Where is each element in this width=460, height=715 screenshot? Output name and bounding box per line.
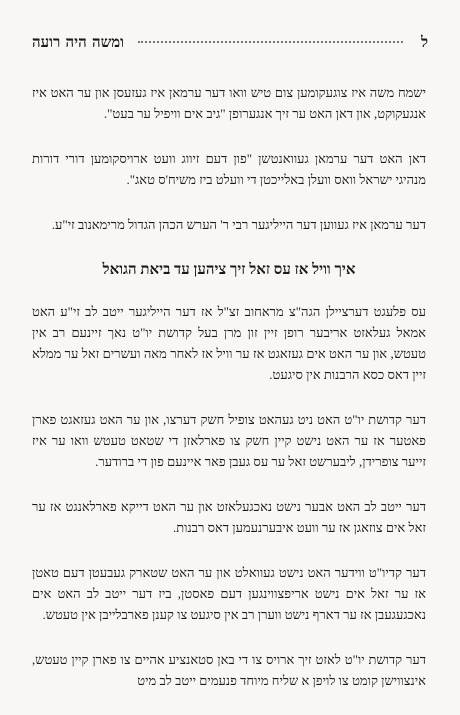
paragraph: דער קדושת יו"ט לאזט זיך ארויס צו די באן סטאנציע אהיים צו פארן קיין טעטש, אינצווישן קומט צו לויפן א שליח מיוחד פנעמים ייטב לב מיט [32,652,426,688]
page-number: ל [420,32,428,51]
paragraph: דער ייטב לב האט אבער נישט נאכגעלאזט און ער האט דייקא פארלאנגט אז ער זאל אים צוזאגן אז ער וועט איבערנעמען דאס רבנות. [32,499,426,535]
page-content [32,82,426,715]
paragraph: ישמח משה איז צוגעקומען צום טיש וואו דער ערמאן איז געזעסן און ער האט איז אנגעקוקט, און דאן האט ער זיך אנגערופן "גיב אים וויפיל ער בעט". [32,85,426,121]
paragraph: דער קדיו"ט ווידער האט נישט געוואלט און ער האט שטארק געבעטן דעם טאטן אז ער זאל אים נישט אריפצווינגען דעם פאסטן, ביז דער ייטב לב האט אים נאכגעגעבן אז ער דארף נישט ווערן רב אין סיגעט צו קענן פארבלייבן אין טעטש. [32,565,426,622]
running-title: ומשה היה רועה [32,32,124,51]
header-dotted-rule [138,41,403,44]
section-heading: איך וויל אז עס זאל זיך ציהען עד ביאת הגואל [102,262,356,278]
paragraph: עס פלעגט דערציילן הגה"צ מראחוב זצ"ל אז דער הייליגער ייטב לב זי"ע האט אמאל געלאזט אריבער רופן זיין זון מרן בעל קדושת יו"ט נאך זיינעם רב אין טעטש, און ער האט אים געזאגט אז ער וויל אז לאחר מאה ועשרים זאל ער ממלא זיין דאס כסא הרבנות אין סיגעט. [32,304,426,382]
paragraph: דער קדושת יו"ט האט ניט געהאט צופיל חשק דערצו, און ער האט געזאגט פארן פאטער אז ער האט נישט קיין חשק צו פארלאזן די שטאט טעטש וואו ער איז זייער צופרידן, ליבערשט זאל ער עס געבן פאר איינעם פון די ברודער. [32,412,426,469]
running-header [32,30,428,54]
paragraph: דער ערמאן איז געווען דער הייליגער רבי ר' הערש הכהן הגדול מרימאנוב זי"ע. [51,217,426,232]
paragraph: דאן האט דער ערמאן געוואנטשן "פון דעם זיווג וועט ארויסקומען דורי דורות מנהיגי ישראל וואס וועלן באלייכטן די וועלט ביז משיח'ס טאג". [32,151,426,187]
